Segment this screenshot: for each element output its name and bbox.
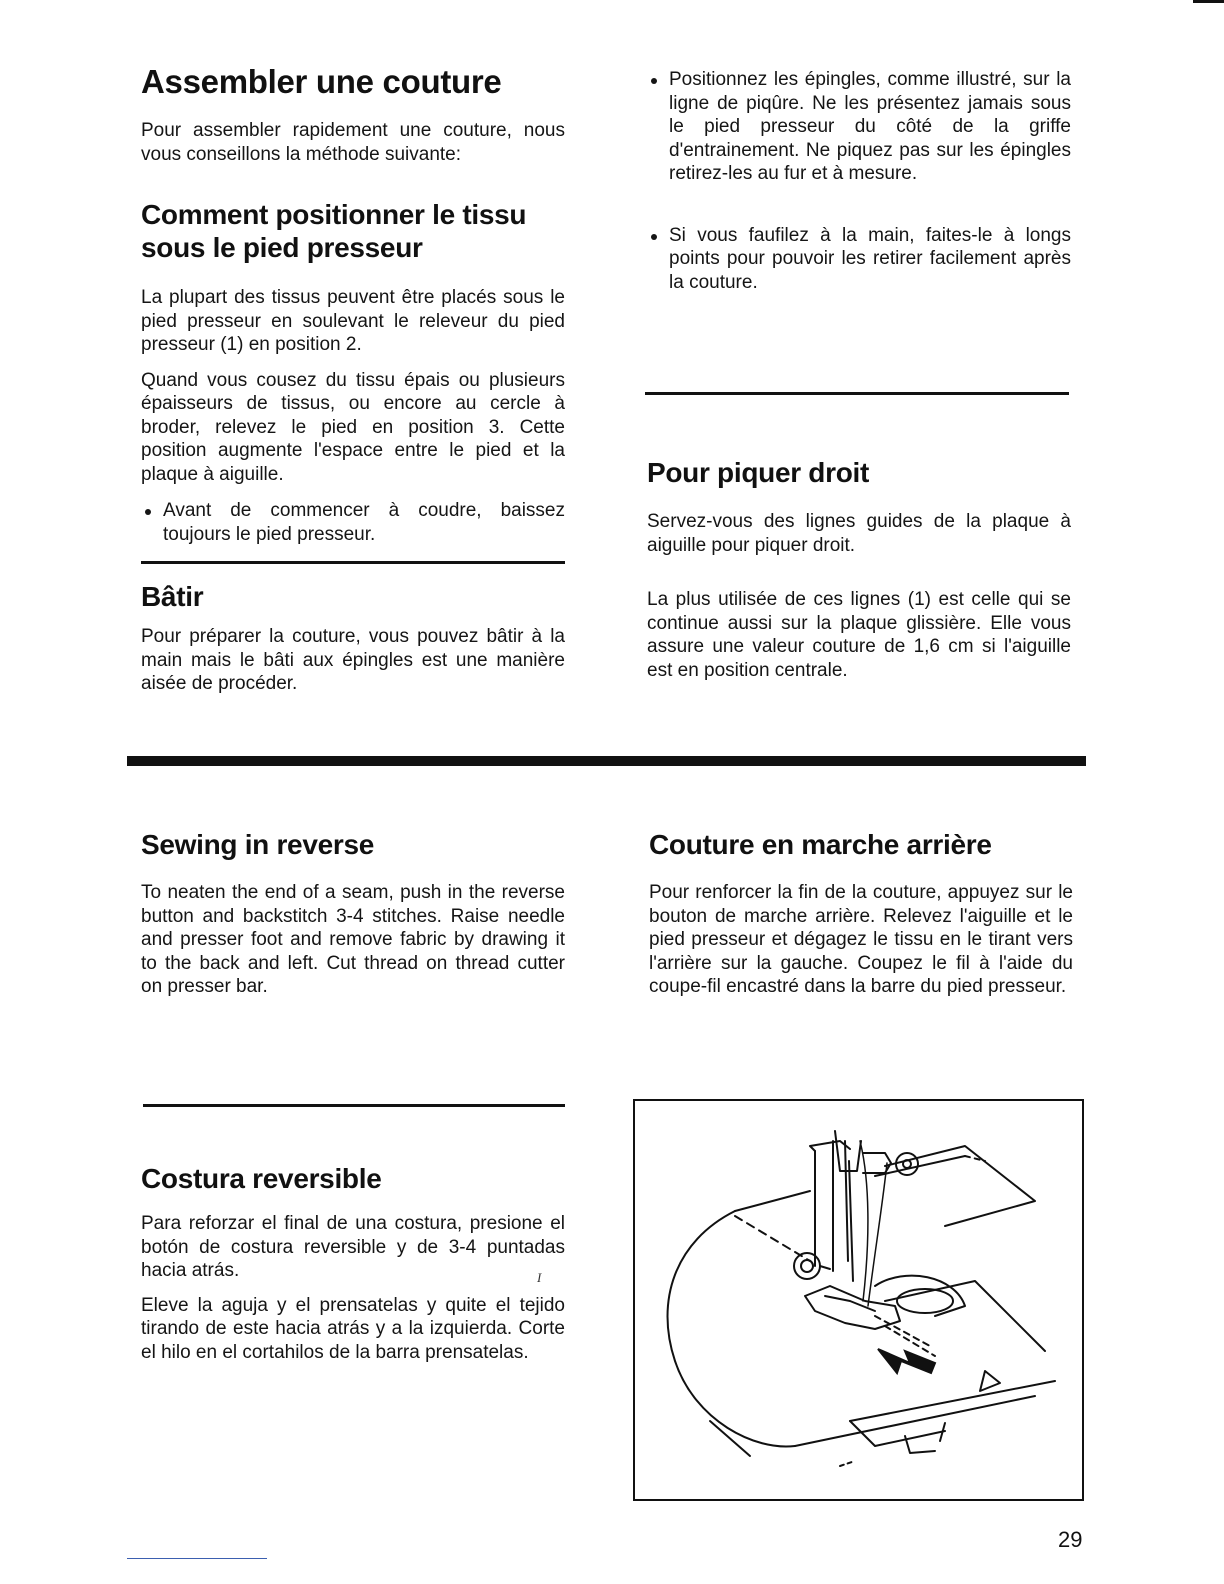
heading-piquer: Pour piquer droit <box>647 457 870 488</box>
section-divider-thick <box>127 756 1086 766</box>
batir-section <box>141 580 565 696</box>
paragraph-batir: Pour préparer la couture, vous pouvez bâtir à la main mais le bâti aux épingles est une manière aisée de procéder. <box>141 626 565 694</box>
sewing-machine-figure <box>633 1099 1084 1501</box>
paragraph-couture-arriere: Pour renforcer la fin de la couture, appuyez sur le bouton de marche arrière. Relevez l'aiguille et le pied presseur et dégagez le tissu en le tirant vers l'arrière sur la gauche. Coupez le fil à l'aide du coupe-fil encastré dans la barre du pied presseur. <box>649 882 1073 997</box>
sewing-machine-reverse-illustration-icon <box>635 1101 1082 1499</box>
divider-batir <box>141 561 565 564</box>
bullet-avant: Avant de commencer à coudre, baissez toujours le pied presseur. <box>141 499 565 546</box>
heading-sewing-reverse: Sewing in reverse <box>141 829 375 860</box>
bullet-epingles: Positionnez les épingles, comme illustré, sur la ligne de piqûre. Ne les présentez jamais sous le pied presseur du côté de la griffe d'entrainement. Ne piquez pas sur les épingles retirez-les au fur et à mesure. <box>647 68 1071 186</box>
paragraph-servez: Servez-vous des lignes guides de la plaque à aiguille pour piquer droit. <box>647 511 1071 556</box>
paragraph-plus: La plus utilisée de ces lignes (1) est celle qui se continue aussi sur la plaque glissière. Elle vous assure une valeur couture de 1,6 cm si l'aiguille est en position centrale. <box>647 589 1071 681</box>
paragraph-plupart: La plupart des tissus peuvent être placés sous le pied presseur en soulevant le releveur du pied presseur (1) en position 2. <box>141 287 565 355</box>
left-column <box>141 64 565 546</box>
couture-arriere-section <box>649 828 1073 999</box>
heading-positionner: Comment positionner le tissu sous le pied presseur <box>141 199 527 263</box>
right-column <box>647 68 1071 294</box>
paragraph-costura-2: Eleve la aguja y el prensatelas y quite el tejido tirando de este hacia atrás y a la izquierda. Corte el hilo en el cortahilos de la barra prensatelas. <box>141 1294 565 1363</box>
paragraph-costura-1: Para reforzar el final de una costura, presione el botón de costura reversible y de 3-4 puntadas hacia atrás. <box>141 1213 565 1281</box>
heading-costura: Costura reversible <box>141 1163 382 1194</box>
divider-costura <box>143 1104 565 1107</box>
intro-paragraph: Pour assembler rapidement une couture, nous vous conseillons la méthode suivante: <box>141 120 565 165</box>
costura-section <box>141 1162 565 1364</box>
title-assembler: Assembler une couture <box>141 63 502 100</box>
paragraph-quand: Quand vous cousez du tissu épais ou plusieurs épaisseurs de tissus, ou encore au cercle à broder, relevez le pied en position 3. Cette position augmente l'espace entre le pied et la plaque à aiguille. <box>141 369 565 485</box>
bullet-faufilez: Si vous faufilez à la main, faites-le à longs points pour pouvoir les retirer facilement après la couture. <box>647 224 1071 295</box>
divider-piquer <box>645 392 1069 395</box>
heading-batir: Bâtir <box>141 581 204 612</box>
heading-couture-arriere: Couture en marche arrière <box>649 829 992 860</box>
page-number: 29 <box>1058 1527 1083 1552</box>
paragraph-sewing-reverse: To neaten the end of a seam, push in the reverse button and backstitch 3-4 stitches. Raise needle and presser foot and remove fabric by drawing it to the back and left. Cut thread on thread cutter on presser bar. <box>141 882 565 997</box>
stray-mark: I <box>537 1270 542 1285</box>
bottom-blue-line <box>127 1558 267 1559</box>
corner-mark <box>1193 0 1224 3</box>
sewing-reverse-section <box>141 828 565 999</box>
piquer-section <box>647 456 1071 682</box>
